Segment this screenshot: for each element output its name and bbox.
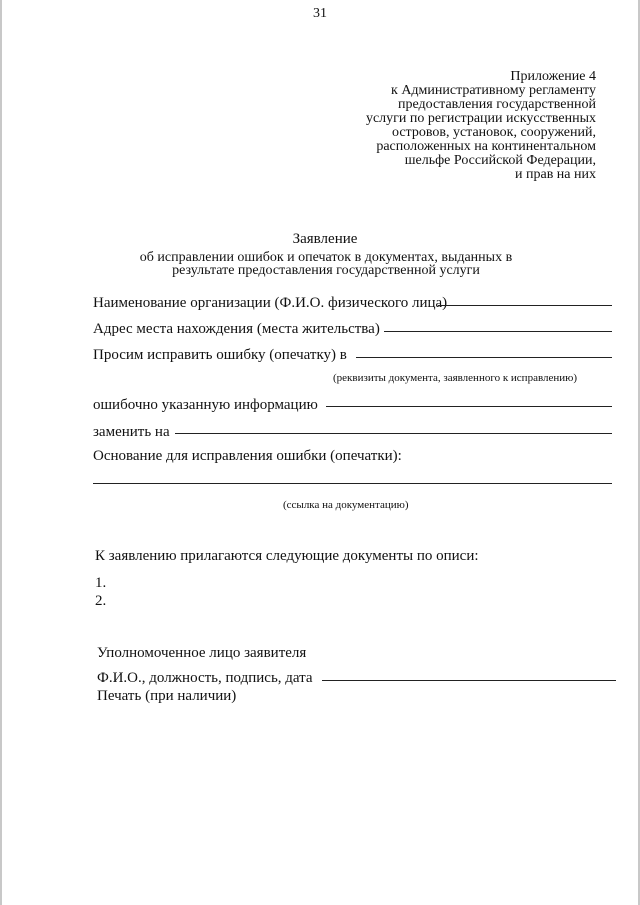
basis-hint: (ссылка на документацию) [283, 499, 409, 511]
org-name-field[interactable] [438, 305, 612, 306]
subtitle-line-1: об исправлении ошибок и опечаток в документах, выданных в [139, 250, 513, 265]
replace-with-label: заменить на [93, 424, 170, 440]
wrong-info-field[interactable] [326, 406, 612, 407]
org-name-label: Наименование организации (Ф.И.О. физического лица) [93, 295, 448, 311]
appendix-line: к Административному регламенту [391, 83, 596, 98]
stamp-label: Печать (при наличии) [97, 688, 237, 704]
appendix-line: услуги по регистрации искусственных [365, 111, 596, 126]
basis-field[interactable] [93, 483, 612, 484]
attachment-item-2: 2. [95, 593, 107, 609]
address-field[interactable] [384, 331, 612, 332]
basis-label: Основание для исправления ошибки (опечатки): [93, 448, 402, 464]
subtitle-line-2: результате предоставления государственной услуги [172, 263, 480, 278]
fio-signature-label: Ф.И.О., должность, подпись, дата [97, 670, 313, 686]
correct-request-field[interactable] [356, 357, 612, 358]
correct-request-label: Просим исправить ошибку (опечатку) в [93, 347, 347, 363]
appendix-line: расположенных на континентальном [376, 139, 596, 154]
wrong-info-label: ошибочно указанную информацию [93, 397, 318, 413]
attachments-intro: К заявлению прилагаются следующие документы по описи: [95, 548, 479, 564]
attachment-item-1: 1. [95, 575, 107, 591]
page-edge-left [0, 0, 2, 905]
document-title: Заявление [292, 231, 358, 247]
document-subtitle [120, 251, 532, 277]
page-number: 31 [313, 6, 327, 21]
appendix-line: и прав на них [515, 167, 596, 182]
appendix-line: предоставления государственной [397, 97, 596, 112]
replace-with-field[interactable] [175, 433, 612, 434]
correct-request-hint: (реквизиты документа, заявленного к исправлению) [333, 372, 578, 384]
appendix-line: островов, установок, сооружений, [391, 125, 596, 140]
authorized-person-label: Уполномоченное лицо заявителя [97, 645, 307, 661]
address-label: Адрес места нахождения (места жительства) [93, 321, 380, 337]
fio-signature-field[interactable] [322, 680, 616, 681]
appendix-header [276, 70, 596, 182]
appendix-line: шельфе Российской Федерации, [404, 153, 596, 168]
appendix-line: Приложение 4 [510, 69, 596, 84]
